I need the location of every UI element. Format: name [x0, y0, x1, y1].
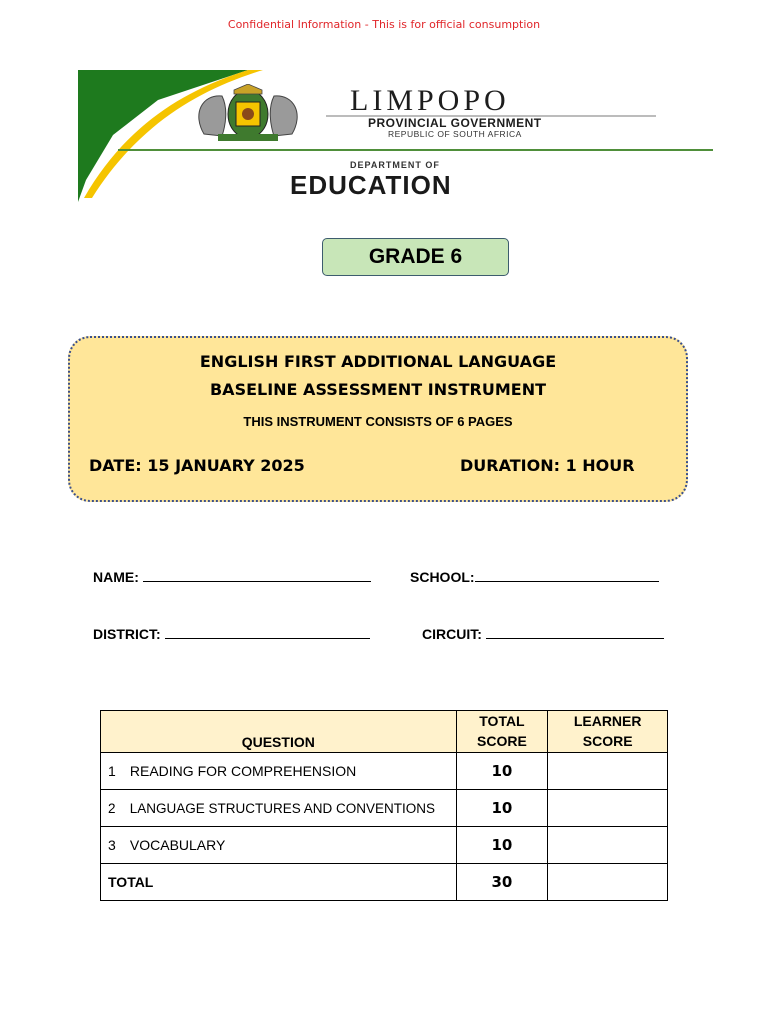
name-input-line[interactable] [143, 567, 371, 582]
district-input-line[interactable] [165, 624, 370, 639]
question-label: LANGUAGE STRUCTURES AND CONVENTIONS [129, 800, 436, 816]
question-cell [101, 790, 457, 827]
learner-score-cell[interactable] [548, 790, 668, 827]
subject-title: ENGLISH FIRST ADDITIONAL LANGUAGE [199, 352, 557, 371]
exam-date: DATE: 15 JANUARY 2025 [89, 456, 305, 475]
learner-score-cell[interactable] [548, 753, 668, 790]
circuit-label: CIRCUIT: [422, 626, 482, 642]
question-label: VOCABULARY [129, 837, 226, 853]
score-table-header [101, 711, 668, 753]
header-learner-score: LEARNER SCORE [548, 711, 668, 753]
table-row [101, 753, 668, 790]
learner-score-sum[interactable] [548, 864, 668, 901]
question-cell [101, 827, 457, 864]
grade-badge: GRADE 6 [322, 238, 509, 276]
circuit-input-line[interactable] [486, 624, 664, 639]
question-number: 3 [108, 837, 116, 853]
instrument-info-box [68, 336, 688, 502]
header-question: QUESTION [101, 711, 457, 753]
question-number: 1 [108, 763, 116, 779]
table-row [101, 827, 668, 864]
school-label: SCHOOL: [410, 569, 475, 585]
pages-note: THIS INSTRUMENT CONSISTS OF 6 PAGES [243, 414, 513, 429]
score-table [100, 710, 668, 901]
circuit-field [422, 624, 664, 642]
name-label: NAME: [93, 569, 139, 585]
total-score-sum: 30 [456, 864, 548, 901]
school-field [410, 567, 659, 585]
coat-of-arms-icon [182, 84, 314, 144]
province-name: LIMPOPO [350, 84, 510, 117]
table-total-row [101, 864, 668, 901]
question-label: READING FOR COMPREHENSION [129, 763, 357, 779]
question-number: 2 [108, 800, 116, 816]
department-name: EDUCATION [290, 170, 452, 200]
exam-duration: DURATION: 1 HOUR [460, 456, 635, 475]
confidential-notice: Confidential Information - This is for official consumption [227, 18, 541, 31]
total-score-cell: 10 [456, 827, 548, 864]
header-total-score: TOTAL SCORE [456, 711, 548, 753]
department-of-label: DEPARTMENT OF [350, 160, 440, 170]
government-name: PROVINCIAL GOVERNMENT [368, 116, 542, 130]
name-field [93, 567, 371, 585]
total-score-cell: 10 [456, 790, 548, 827]
total-label: TOTAL [101, 864, 457, 901]
school-input-line[interactable] [475, 567, 659, 582]
district-field [93, 624, 370, 642]
table-row [101, 790, 668, 827]
question-cell [101, 753, 457, 790]
instrument-title: BASELINE ASSESSMENT INSTRUMENT [209, 380, 546, 399]
learner-score-cell[interactable] [548, 827, 668, 864]
republic-name: REPUBLIC OF SOUTH AFRICA [388, 129, 522, 139]
total-score-cell: 10 [456, 753, 548, 790]
district-label: DISTRICT: [93, 626, 161, 642]
